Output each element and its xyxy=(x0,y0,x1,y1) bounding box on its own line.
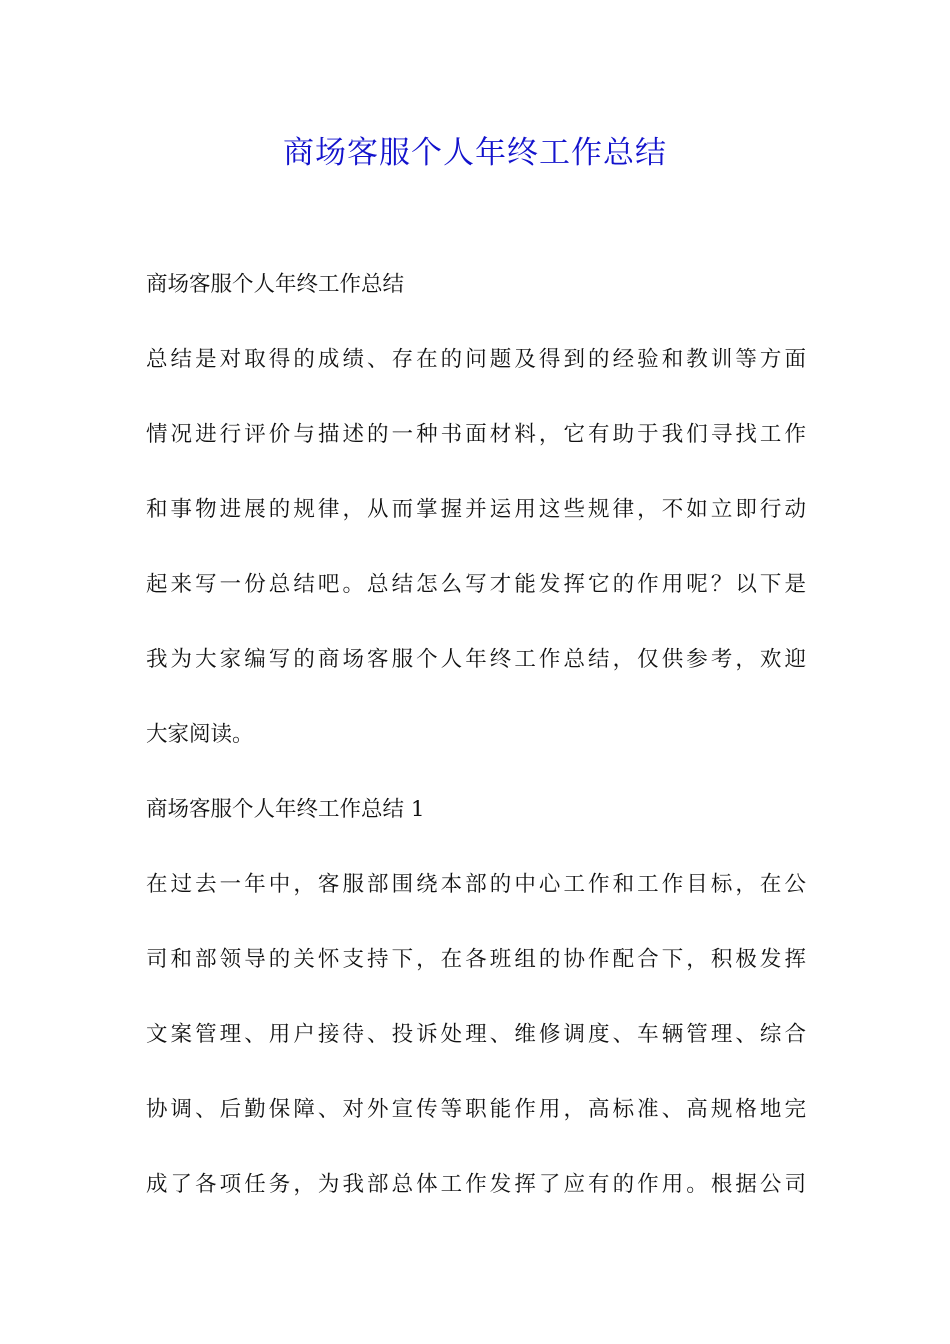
paragraph-line: 和事物进展的规律，从而掌握并运用这些规律，不如立即行动 xyxy=(146,497,806,522)
paragraph-line: 在过去一年中，客服部围绕本部的中心工作和工作目标，在公 xyxy=(146,872,806,897)
paragraph-line: 司和部领导的关怀支持下，在各班组的协作配合下，积极发挥 xyxy=(146,947,806,972)
document-body xyxy=(146,265,806,1240)
paragraph-line: 协调、后勤保障、对外宣传等职能作用，高标准、高规格地完 xyxy=(146,1097,806,1122)
paragraph-line: 文案管理、用户接待、投诉处理、维修调度、车辆管理、综合 xyxy=(146,1022,806,1047)
section-heading: 商场客服个人年终工作总结 1 xyxy=(146,797,425,822)
paragraph-line: 大家阅读。 xyxy=(146,722,254,747)
subtitle-line: 商场客服个人年终工作总结 xyxy=(146,272,405,297)
paragraph-line: 情况进行评价与描述的一种书面材料，它有助于我们寻找工作 xyxy=(146,422,806,447)
paragraph-line: 总结是对取得的成绩、存在的问题及得到的经验和教训等方面 xyxy=(146,347,806,372)
paragraph-line: 成了各项任务，为我部总体工作发挥了应有的作用。根据公司 xyxy=(146,1172,806,1197)
document-title: 商场客服个人年终工作总结 xyxy=(283,135,667,171)
paragraph-line: 我为大家编写的商场客服个人年终工作总结，仅供参考，欢迎 xyxy=(146,647,806,672)
paragraph-line: 起来写一份总结吧。总结怎么写才能发挥它的作用呢？以下是 xyxy=(146,572,806,597)
